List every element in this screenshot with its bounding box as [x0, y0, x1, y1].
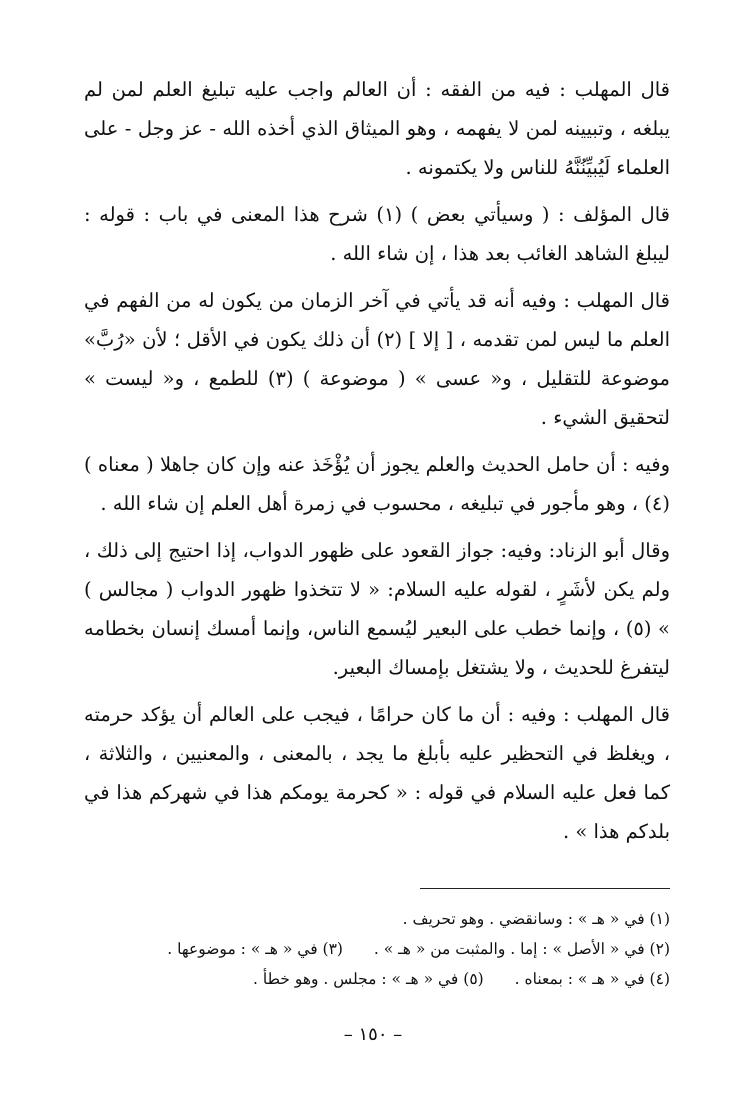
footnotes [84, 904, 670, 994]
footnote: (٥) في « هـ » : مجلس . وهو خطأ . [253, 970, 484, 988]
paragraph: قال المؤلف : ( وسيأتي بعض ) (١) شرح هذا المعنى في باب : قوله : ليبلغ الشاهد الغائب بعد هذا ، إن شاء الله . [84, 203, 670, 265]
footnote: (٣) في « هـ » : موضوعها . [167, 940, 343, 958]
footnote-divider [420, 888, 670, 889]
paragraph: وفيه : أن حامل الحديث والعلم يجوز أن يُؤْخَذ عنه وإن كان جاهلا ( معناه ) (٤) ، وهو مأجور في تبليغه ، محسوب في زمرة أهل العلم إن شاء الله . [84, 453, 670, 515]
footnote: (٢) في « الأصل » : إما . والمثبت من « هـ » . [373, 940, 670, 958]
footnote-line [84, 934, 670, 964]
page-number: – ١٥٠ – [343, 1024, 403, 1045]
paragraph: قال المهلب : فيه من الفقه : أن العالم واجب عليه تبليغ العلم لمن لم يبلغه ، وتبيينه لمن لا يفهمه ، وهو الميثاق الذي أخذه الله - عز وجل - على العلماء لَيُبيِّنُنَّهُ للناس ولا يكتمونه . [84, 78, 670, 179]
paragraph: قال المهلب : وفيه : أن ما كان حرامًا ، فيجب على العالم أن يؤكد حرمته ، ويغلظ في التحظير عليه بأبلغ ما يجد ، بالمعنى ، والمعنيين ، والثلاثة ، كما فعل عليه السلام في قوله : « كحرمة يومكم هذا في شهركم هذا في بلدكم هذا » . [84, 703, 670, 843]
paragraph: قال المهلب : وفيه أنه قد يأتي في آخر الزمان من يكون له من الفهم في العلم ما ليس لمن تقدمه ، [ إلا ] (٢) أن ذلك يكون في الأقل ؛ لأن «رُبَّ» موضوعة للتقليل ، و« عسى » ( موضوعة ) (٣) للطمع ، و« ليست » لتحقيق الشيء . [84, 289, 671, 429]
footnote-line [84, 964, 670, 994]
footnote: (١) في « هـ » : وسانقضي . وهو تحريف . [402, 910, 670, 928]
footnote: (٤) في « هـ » : بمعناه . [514, 970, 670, 988]
main-text [84, 70, 670, 851]
paragraph: وقال أبو الزناد: وفيه: جواز القعود على ظهور الدواب، إذا احتيج إلى ذلك ، ولم يكن لأشَرٍ ، لقوله عليه السلام: « لا تتخذوا ظهور الدواب ( مجالس ) » (٥) ، وإنما خطب على البعير ليُسمع الناس، وإنما أمسك إنسان بخطامه ليتفرغ للحديث ، ولا يشتغل بإمساك البعير. [84, 539, 670, 679]
footnote-line [84, 904, 670, 934]
